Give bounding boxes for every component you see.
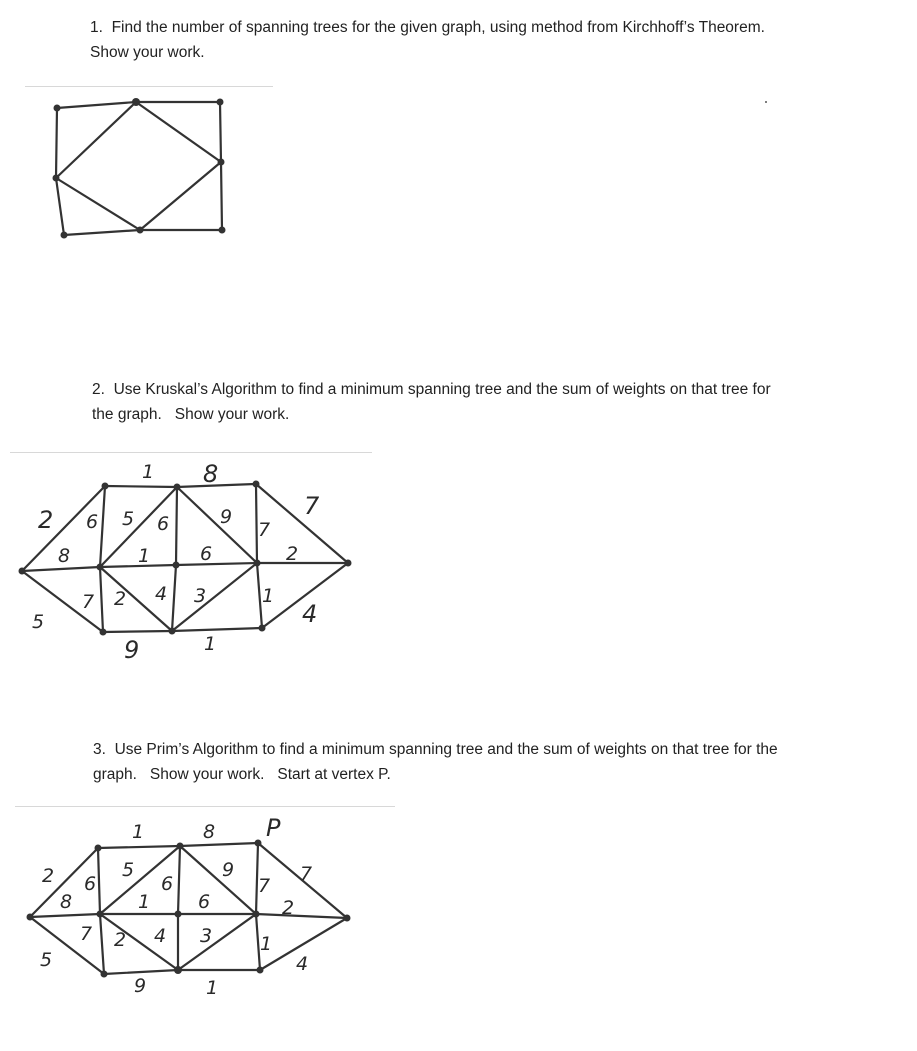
graph-2-edge (172, 628, 262, 631)
graph-1-edge (56, 108, 57, 178)
graph-2-weight: 4 (155, 583, 168, 605)
graph-3-edge (256, 914, 347, 918)
graph-3-vertex-label-p: P (266, 814, 281, 842)
graph-3-vertex (174, 966, 182, 974)
graph-1-vertex (132, 98, 140, 106)
graph-3-weight: 5 (40, 949, 53, 971)
graph-3-weight: 6 (161, 873, 174, 895)
question-1-work: Show your work. (90, 44, 205, 61)
question-2-text: Use Kruskal’s Algorithm to find a minimum spanning tree and the sum of weights on that tree for (113, 381, 771, 398)
question-3 (93, 737, 883, 787)
graph-1-edge (56, 178, 64, 235)
graph-1-edge (221, 162, 222, 230)
graph-2 (0, 450, 380, 670)
graph-2-vertex (100, 629, 107, 636)
graph-2-vertex (173, 562, 180, 569)
graph-3 (0, 810, 380, 1010)
graph-3-weight: 8 (203, 821, 216, 843)
graph-1-vertex (61, 232, 68, 239)
graph-2-weight: 5 (122, 508, 135, 530)
graph-2-edges (22, 484, 348, 632)
graph-2-vertex (97, 564, 104, 571)
graph-2-edge (22, 567, 100, 571)
graph-3-weight: 9 (222, 859, 235, 881)
graph-3-vertex (255, 840, 262, 847)
graph-2-vertex (19, 568, 26, 575)
graph-1-vertex (217, 99, 224, 106)
question-2-work: Show your work. (174, 406, 290, 423)
graph-3-vertex (175, 911, 182, 918)
graph-1-vertex (54, 105, 61, 112)
graph-3-vertex (253, 911, 260, 918)
graph-1-vertices (53, 98, 226, 239)
graph-2-edge (176, 487, 177, 565)
graph-1-edge (56, 178, 140, 230)
question-2 (92, 377, 872, 427)
graph-3-weight: 7 (80, 923, 93, 945)
question-3-text-cont: graph. (93, 766, 137, 783)
graph-3-weight: 6 (84, 873, 97, 895)
graph-2-edge (172, 565, 176, 631)
graph-1-vertex (218, 159, 225, 166)
graph-3-weight: 1 (132, 821, 145, 843)
graph-2-weight: 1 (142, 461, 155, 483)
graph-2-edge (172, 563, 257, 631)
graph-2-weight: 3 (194, 585, 207, 607)
graph-2-weight: 5 (32, 611, 45, 633)
divider-3 (15, 806, 395, 807)
scan-speck (765, 101, 767, 103)
graph-2-vertex (169, 628, 176, 635)
graph-2-edge (105, 486, 177, 487)
graph-3-weight: 3 (200, 925, 213, 947)
graph-2-weight: 2 (114, 588, 127, 610)
graph-2-edge (100, 567, 103, 632)
graph-3-edge (100, 914, 178, 970)
question-3-text: Use Prim’s Algorithm to find a minimum spanning tree and the sum of weights on that tree for the (114, 741, 778, 758)
graph-2-weight: 6 (157, 513, 170, 535)
question-3-start: Start at vertex P. (277, 766, 391, 783)
graph-3-edge (178, 846, 180, 914)
graph-3-weight: 7 (300, 863, 313, 885)
graph-3-weight: 8 (60, 891, 73, 913)
graph-1-edge (64, 230, 140, 235)
graph-3-vertex (97, 911, 104, 918)
graph-2-weight: 1 (138, 545, 151, 567)
graph-3-weight: 2 (42, 865, 55, 887)
graph-3-weight: 2 (282, 897, 295, 919)
graph-3-vertex (95, 845, 102, 852)
graph-3-weight: 4 (296, 953, 309, 975)
graph-3-weight: 1 (206, 977, 219, 999)
graph-3-weight: 5 (122, 859, 135, 881)
graph-2-weight: 1 (204, 633, 217, 655)
graph-1-edge (220, 102, 221, 162)
graph-2-weight: 2 (286, 543, 299, 565)
graph-1-edges (56, 102, 222, 235)
graph-2-edge (100, 486, 105, 567)
graph-2-vertex (345, 560, 352, 567)
graph-2-weight: 4 (302, 600, 318, 628)
question-2-text-cont: the graph. (92, 406, 162, 423)
graph-3-vertex (177, 843, 184, 850)
graph-2-weight: 6 (86, 511, 99, 533)
graph-2-weight: 2 (38, 506, 54, 534)
graph-2-vertex (174, 484, 181, 491)
divider-1 (25, 86, 273, 87)
graph-1-vertex (137, 227, 144, 234)
graph-2-weight: 7 (82, 591, 95, 613)
graph-1 (40, 90, 240, 250)
graph-3-edge (100, 914, 104, 974)
graph-2-edge (177, 487, 257, 563)
question-1-text: Find the number of spanning trees for the given graph, using method from Kirchhoff’s Theorem. (111, 19, 765, 36)
graph-3-vertex (344, 915, 351, 922)
graph-3-weight: 2 (114, 929, 127, 951)
graph-2-vertex (259, 625, 266, 632)
question-1 (90, 15, 870, 65)
graph-3-vertex (27, 914, 34, 921)
graph-3-edge (98, 848, 100, 914)
graph-1-edge (56, 102, 136, 178)
graph-3-weight: 4 (154, 925, 167, 947)
graph-2-edge (256, 484, 257, 563)
graph-2-weight: 9 (124, 636, 140, 664)
graph-3-vertex (257, 967, 264, 974)
graph-3-edge (180, 843, 258, 846)
graph-2-vertex (253, 481, 260, 488)
graph-3-vertex (101, 971, 108, 978)
graph-1-edge (140, 162, 221, 230)
graph-3-weight: 1 (138, 891, 151, 913)
graph-2-edge (103, 631, 172, 632)
graph-3-weight: 6 (198, 891, 211, 913)
graph-1-edge (136, 102, 221, 162)
graph-3-edge (104, 970, 178, 974)
graph-3-edge (178, 914, 256, 970)
graph-3-weight: 9 (134, 975, 147, 997)
question-1-number: 1. (90, 19, 103, 36)
graph-3-edge (180, 846, 256, 914)
graph-2-weight: 6 (200, 543, 213, 565)
graph-3-weight: 1 (260, 933, 273, 955)
question-3-number: 3. (93, 741, 106, 758)
graph-2-weight: 1 (262, 585, 275, 607)
graph-1-vertex (53, 175, 60, 182)
question-2-number: 2. (92, 381, 105, 398)
graph-1-edge (57, 102, 136, 108)
question-3-work: Show your work. (149, 766, 265, 783)
graph-3-edge (30, 914, 100, 917)
graph-2-weight: 7 (258, 519, 271, 541)
graph-2-weight: 9 (220, 506, 233, 528)
graph-2-weight: 8 (58, 545, 71, 567)
graph-2-vertex (254, 560, 261, 567)
graph-2-weight: 7 (304, 492, 320, 520)
graph-3-weight: 7 (258, 875, 271, 897)
graph-2-weight: 8 (203, 460, 219, 488)
graph-2-vertex (102, 483, 109, 490)
graph-1-vertex (219, 227, 226, 234)
graph-3-edge (98, 846, 180, 848)
graph-2-edge (176, 563, 257, 565)
